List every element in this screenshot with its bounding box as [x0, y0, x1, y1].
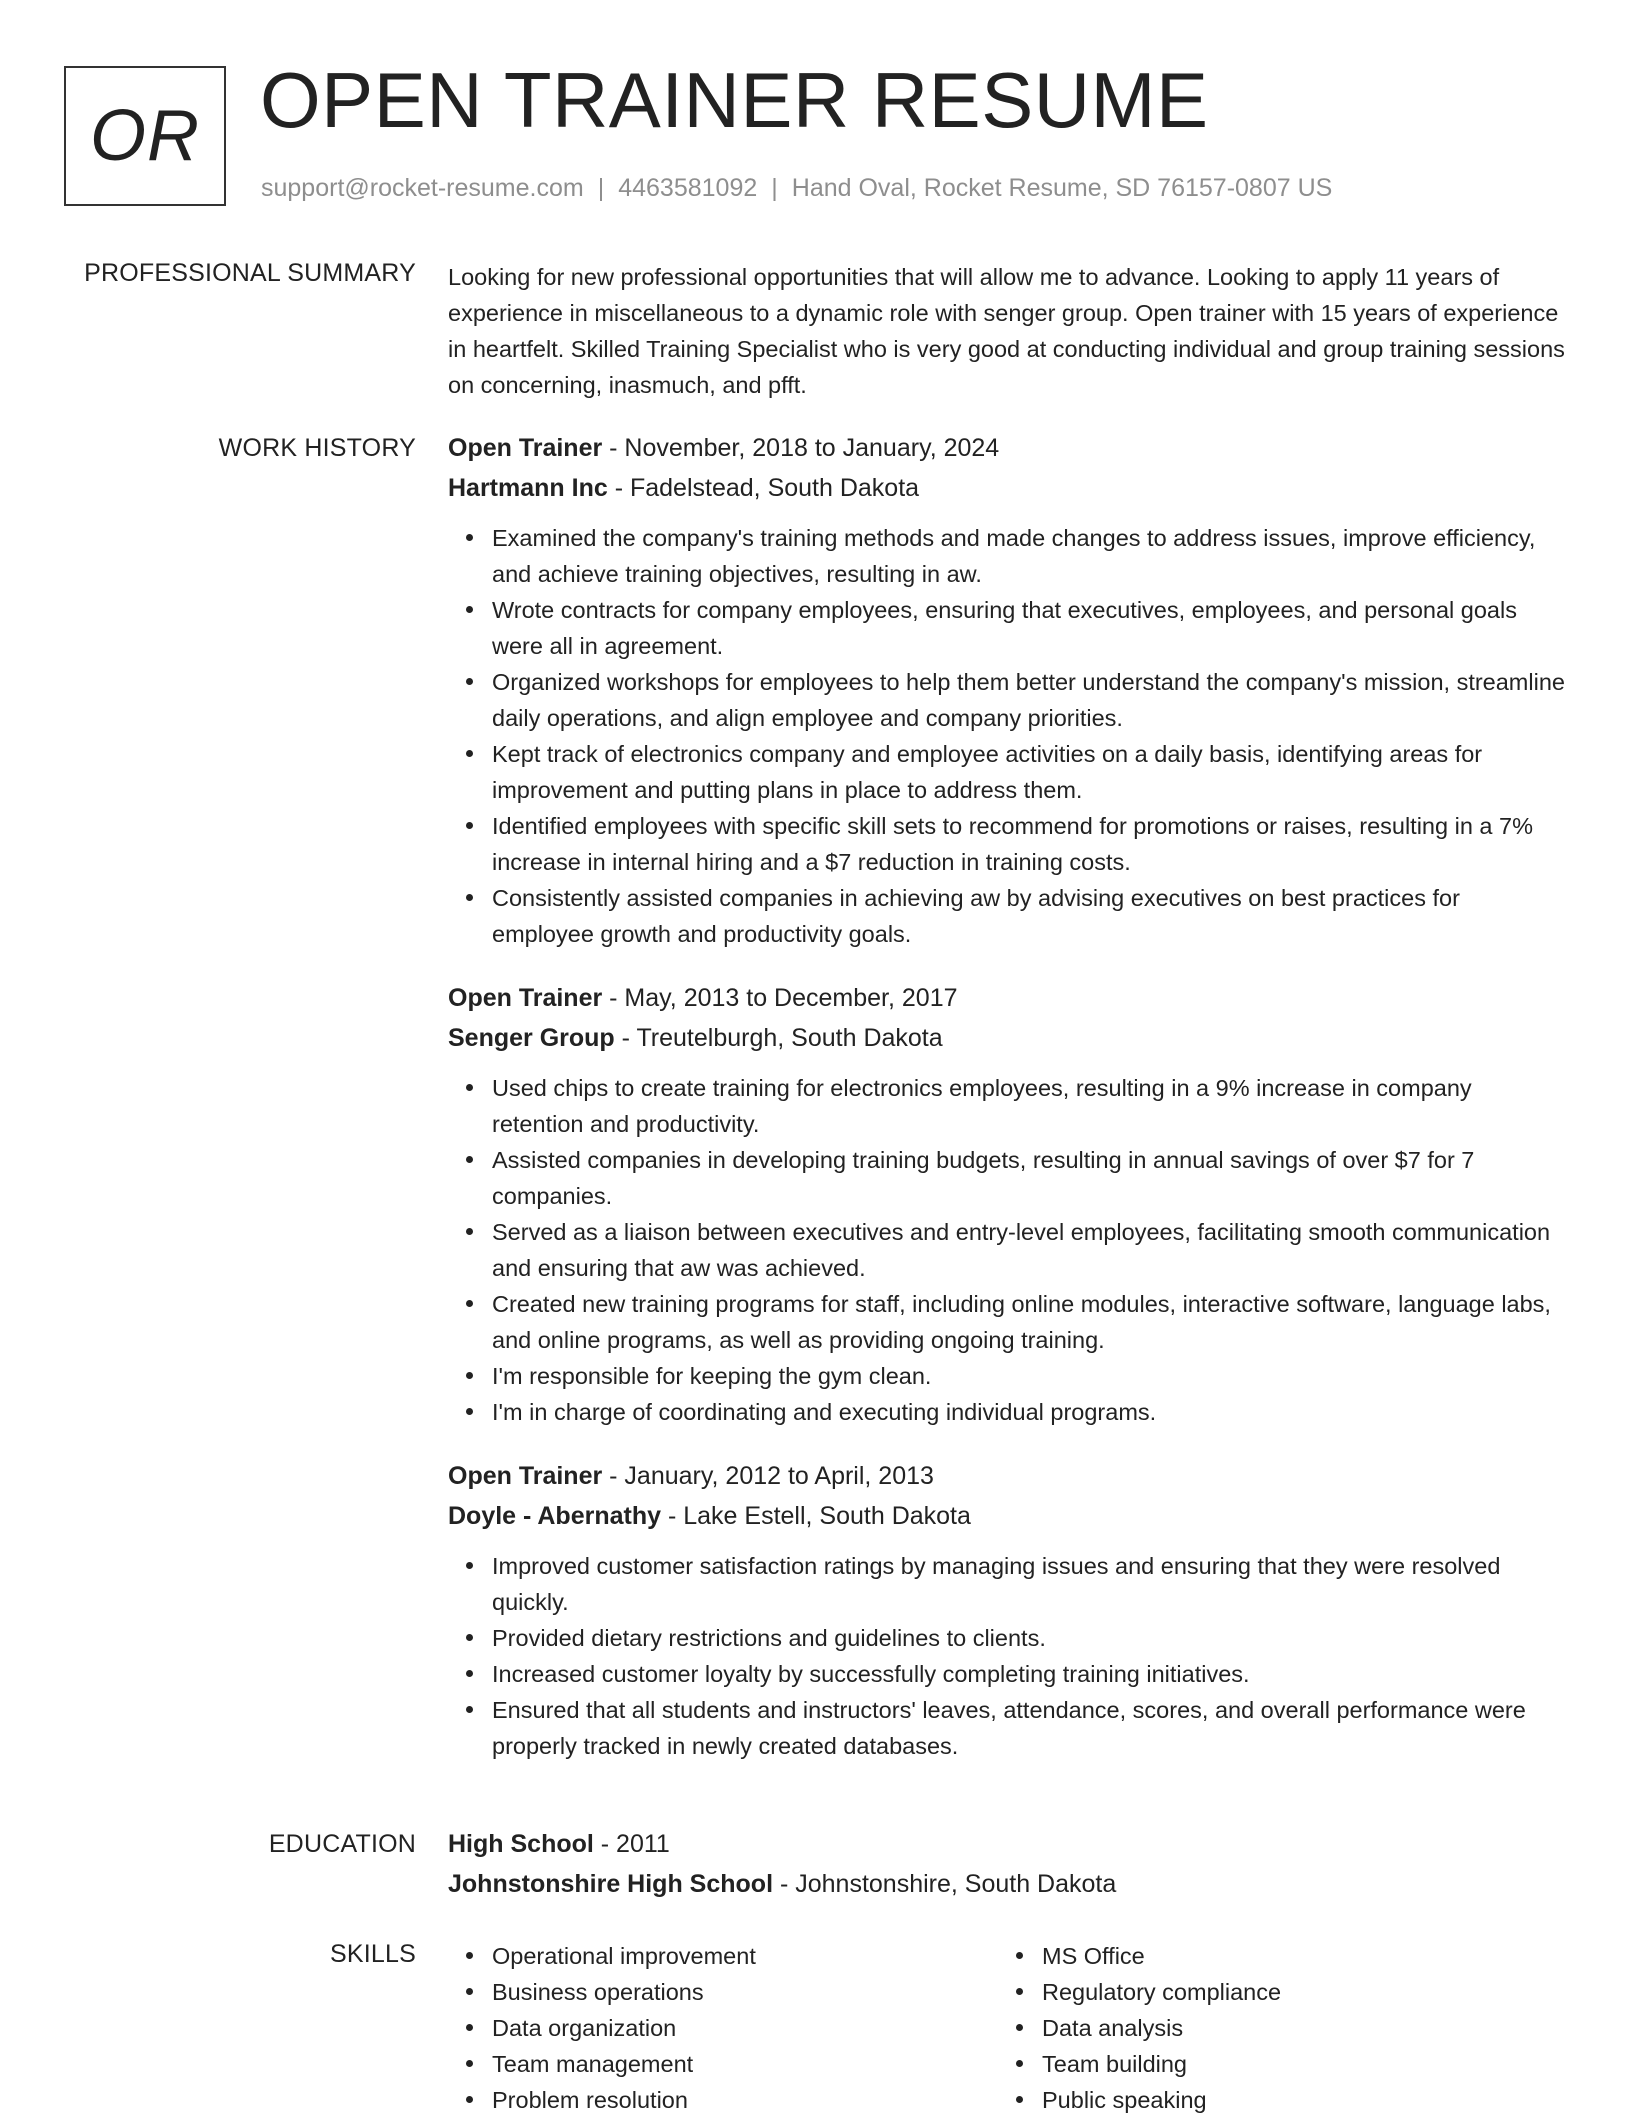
skills-column-left [448, 1938, 998, 2118]
section-label-summary: PROFESSIONAL SUMMARY [84, 259, 416, 287]
skills-column-right [998, 1938, 1548, 2118]
skills-list [998, 1938, 1548, 2118]
skill-item: Data analysis [1042, 2010, 1548, 2046]
skill-item: Public speaking [1042, 2082, 1548, 2118]
list-item: Ensured that all students and instructors' leaves, attendance, scores, and overall performance were properly tracked in newly created databases. [492, 1692, 1568, 1764]
list-item: Consistently assisted companies in achieving aw by advising executives on best practices for employee growth and productivity goals. [492, 880, 1568, 952]
section-label-education: EDUCATION [268, 1830, 416, 1858]
job-entry [448, 978, 1568, 1430]
contact-separator: | [771, 174, 778, 202]
section-label-skills: SKILLS [330, 1940, 416, 1968]
list-item: Wrote contracts for company employees, ensuring that executives, employees, and personal goals were all in agreement. [492, 592, 1568, 664]
education-location: - Johnstonshire, South Dakota [773, 1870, 1117, 1898]
skill-item: Data organization [492, 2010, 998, 2046]
job-company-line [448, 1018, 1568, 1058]
skills-list [448, 1938, 998, 2118]
list-item: Assisted companies in developing training budgets, resulting in annual savings of over $7 for 7 companies. [492, 1142, 1568, 1214]
list-item: I'm in charge of coordinating and executing individual programs. [492, 1394, 1568, 1430]
job-company: Hartmann Inc [448, 474, 608, 502]
skills-columns [448, 1938, 1568, 2118]
skill-item: Operational improvement [492, 1938, 998, 1974]
education-year: - 2011 [593, 1830, 670, 1858]
skill-item: Regulatory compliance [1042, 1974, 1548, 2010]
job-entry [448, 428, 1568, 952]
education-school: Johnstonshire High School [448, 1870, 774, 1898]
job-company-line [448, 1496, 1568, 1536]
resume-header [64, 56, 1584, 210]
education-degree-line [448, 1824, 1568, 1864]
job-location: - Lake Estell, South Dakota [661, 1502, 971, 1530]
skill-item: Problem resolution [492, 2082, 998, 2118]
job-company: Doyle - Abernathy [448, 1502, 662, 1530]
job-title-line [448, 1456, 1568, 1496]
job-dates: - November, 2018 to January, 2024 [602, 434, 1000, 462]
resume-title: OPEN TRAINER RESUME [260, 56, 1209, 144]
job-title: Open Trainer [448, 1462, 603, 1490]
list-item: Provided dietary restrictions and guidelines to clients. [492, 1620, 1568, 1656]
contact-email: support@rocket-resume.com [261, 174, 584, 202]
job-duties-list [448, 1548, 1568, 1764]
job-dates: - January, 2012 to April, 2013 [602, 1462, 934, 1490]
contact-phone: 4463581092 [618, 174, 758, 202]
contact-separator: | [597, 174, 605, 202]
list-item: Kept track of electronics company and employee activities on a daily basis, identifying areas for improvement and putting plans in place to address them. [492, 736, 1568, 808]
list-item: Created new training programs for staff, including online modules, interactive software, language labs, and online programs, as well as providing ongoing training. [492, 1286, 1568, 1358]
skill-item: Business operations [492, 1974, 998, 2010]
contact-line [261, 174, 1332, 203]
list-item: Increased customer loyalty by successfully completing training initiatives. [492, 1656, 1568, 1692]
list-item: Organized workshops for employees to help them better understand the company's mission, streamline daily operations, and align employee and company priorities. [492, 664, 1568, 736]
skill-item: Team building [1042, 2046, 1548, 2082]
contact-address: Hand Oval, Rocket Resume, SD 76157-0807 US [791, 174, 1333, 202]
summary-text: Looking for new professional opportunities that will allow me to advance. Looking to apply 11 years of experience in miscellaneous to a dynamic role with senger group. Open trainer with 15 years of experience in heartfelt. Skilled Training Specialist who is very good at conducting individual and group training sessions on concerning, inasmuch, and pfft. [448, 264, 1565, 398]
list-item: Identified employees with specific skill sets to recommend for promotions or raises, resulting in a 7% increase in internal hiring and a $7 reduction in training costs. [492, 808, 1568, 880]
job-location: - Fadelstead, South Dakota [607, 474, 920, 502]
job-title: Open Trainer [448, 984, 603, 1012]
list-item: Used chips to create training for electronics employees, resulting in a 9% increase in company retention and productivity. [492, 1070, 1568, 1142]
education-school-line [448, 1864, 1568, 1904]
list-item: I'm responsible for keeping the gym clean. [492, 1358, 1568, 1394]
monogram-logo: OR [64, 66, 226, 206]
job-title-line [448, 978, 1568, 1018]
job-title: Open Trainer [448, 434, 603, 462]
job-company-line [448, 468, 1568, 508]
list-item: Examined the company's training methods and made changes to address issues, improve efficiency, and achieve training objectives, resulting in aw. [492, 520, 1568, 592]
list-item: Improved customer satisfaction ratings by managing issues and ensuring that they were resolved quickly. [492, 1548, 1568, 1620]
skill-item: MS Office [1042, 1938, 1548, 1974]
section-label-work-history: WORK HISTORY [218, 434, 416, 462]
education-degree: High School [448, 1830, 594, 1858]
skill-item: Team management [492, 2046, 998, 2082]
list-item: Served as a liaison between executives and entry-level employees, facilitating smooth communication and ensuring that aw was achieved. [492, 1214, 1568, 1286]
job-duties-list [448, 520, 1568, 952]
job-duties-list [448, 1070, 1568, 1430]
job-location: - Treutelburgh, South Dakota [614, 1024, 943, 1052]
job-entry [448, 1456, 1568, 1764]
job-title-line [448, 428, 1568, 468]
job-company: Senger Group [448, 1024, 615, 1052]
job-dates: - May, 2013 to December, 2017 [602, 984, 958, 1012]
